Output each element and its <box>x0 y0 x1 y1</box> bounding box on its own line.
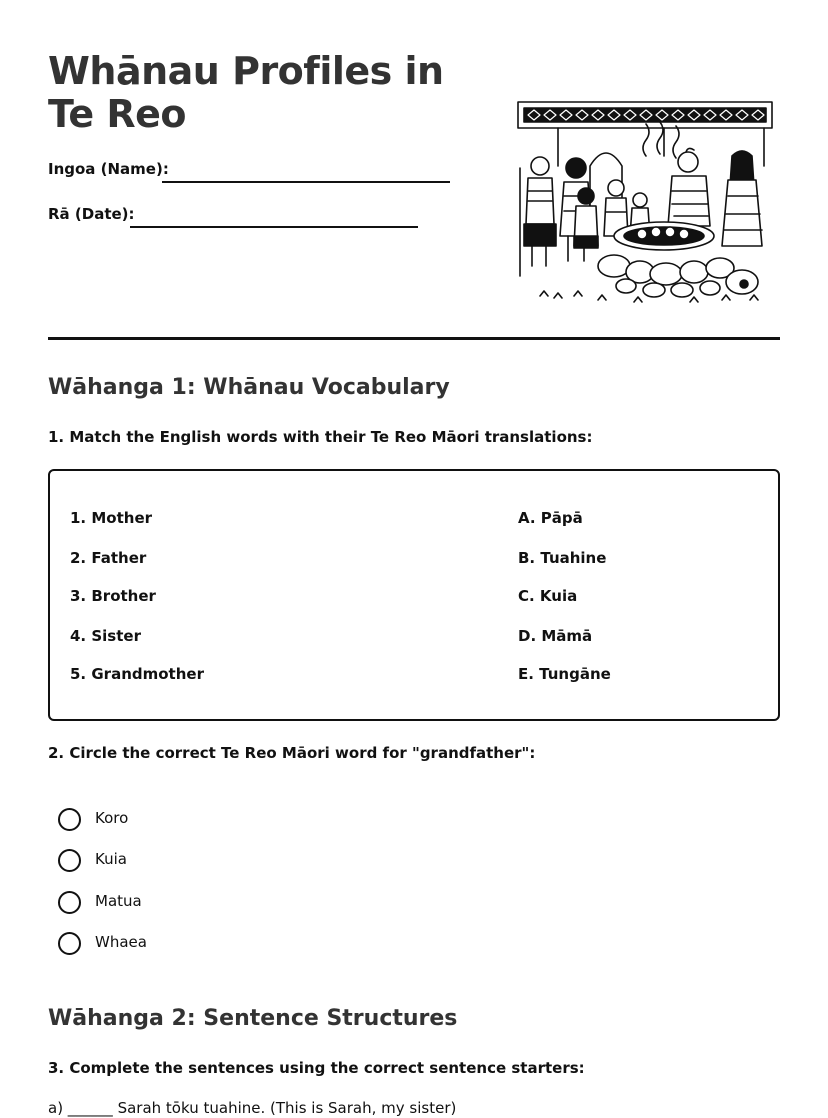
option-label: Matua <box>95 892 142 910</box>
question-1: 1. Match the English words with their Te Reo Māori translations: <box>48 428 593 446</box>
section-2-title: Wāhanga 2: Sentence Structures <box>48 1006 458 1031</box>
name-label: Ingoa (Name): <box>48 160 169 178</box>
english-word-5: 5. Grandmother <box>70 665 204 683</box>
radio-circle-icon[interactable] <box>58 849 81 872</box>
radio-circle-icon[interactable] <box>58 932 81 955</box>
radio-circle-icon[interactable] <box>58 891 81 914</box>
maori-word-e: E. Tungāne <box>518 665 611 683</box>
option-label: Kuia <box>95 850 127 868</box>
date-label: Rā (Date): <box>48 205 135 223</box>
english-word-3: 3. Brother <box>70 587 156 605</box>
date-field <box>48 205 135 223</box>
option-label: Whaea <box>95 933 147 951</box>
english-word-1: 1. Mother <box>70 509 153 527</box>
maori-word-a: A. Pāpā <box>518 509 583 527</box>
header-divider <box>48 337 780 340</box>
section-1-title: Wāhanga 1: Whānau Vocabulary <box>48 375 450 400</box>
name-field <box>48 160 169 178</box>
date-input-line[interactable] <box>130 226 418 228</box>
name-input-line[interactable] <box>162 181 450 183</box>
whanau-hangi-illustration-icon <box>514 96 776 310</box>
option-label: Koro <box>95 809 129 827</box>
sentence-a: a) ______ Sarah tōku tuahine. (This is Sarah, my sister) <box>48 1099 457 1117</box>
matching-box <box>48 469 780 721</box>
english-word-4: 4. Sister <box>70 627 141 645</box>
maori-word-d: D. Māmā <box>518 627 593 645</box>
worksheet-page <box>48 0 780 1118</box>
maori-word-b: B. Tuahine <box>518 549 607 567</box>
question-2: 2. Circle the correct Te Reo Māori word for "grandfather": <box>48 744 536 762</box>
page-title: Whānau Profiles in Te Reo <box>48 49 444 136</box>
maori-word-c: C. Kuia <box>518 587 578 605</box>
question-3: 3. Complete the sentences using the correct sentence starters: <box>48 1059 585 1077</box>
english-word-2: 2. Father <box>70 549 147 567</box>
radio-circle-icon[interactable] <box>58 808 81 831</box>
